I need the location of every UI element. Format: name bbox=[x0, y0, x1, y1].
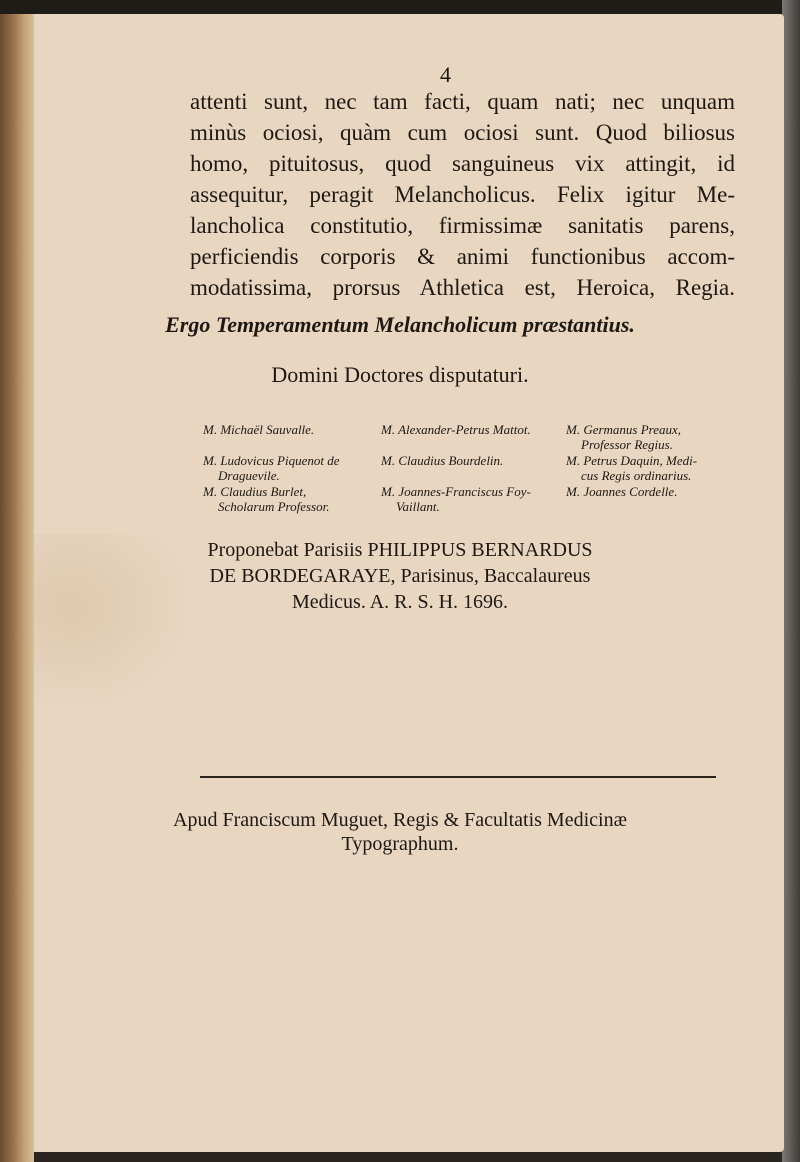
conclusion-heading: Ergo Temperamentum Melancholicum præstantius. bbox=[165, 312, 635, 337]
body-line: perficiendis corporis & animi functionibus accom- bbox=[190, 244, 735, 269]
body-line: modatissima, prorsus Athletica est, Heroica, Regia. bbox=[190, 275, 735, 300]
doctor-entry bbox=[381, 453, 503, 468]
page-number: 4 bbox=[440, 62, 451, 87]
respondent-line: Proponebat Parisiis PHILIPPUS BERNARDUS bbox=[207, 539, 593, 561]
doctor-name: M. Germanus Preaux, bbox=[566, 422, 682, 437]
doctor-entry bbox=[381, 484, 531, 514]
doctor-name: M. Claudius Bourdelin. bbox=[381, 453, 504, 468]
respondent-line: DE BORDEGARAYE, Parisinus, Baccalaureus bbox=[209, 565, 591, 587]
doctor-name: M. Alexander-Petrus Mattot. bbox=[381, 422, 531, 437]
doctor-title: Draguevile. bbox=[218, 468, 280, 483]
doctor-title: Professor Regius. bbox=[581, 437, 673, 452]
printer-imprint bbox=[0, 808, 800, 856]
doctor-entry bbox=[203, 422, 314, 437]
doctor-name: M. Michaël Sauvalle. bbox=[203, 422, 315, 437]
body-line: lancholica constitutio, firmissimæ sanitatis parens, bbox=[190, 213, 735, 238]
doctor-name: M. Ludovicus Piquenot de bbox=[203, 453, 340, 468]
doctor-entry bbox=[566, 422, 681, 452]
respondent-block bbox=[0, 537, 800, 615]
doctor-name: M. Joannes-Franciscus Foy- bbox=[381, 484, 531, 499]
doctor-entry bbox=[381, 422, 531, 437]
doctor-title: Vaillant. bbox=[396, 499, 440, 514]
body-paragraph bbox=[190, 86, 735, 303]
body-line: minùs ociosi, quàm cum ociosi sunt. Quod biliosus bbox=[190, 120, 735, 145]
imprint-line: Apud Franciscum Muguet, Regis & Facultatis Medicinæ bbox=[173, 809, 627, 831]
doctor-entry bbox=[203, 484, 329, 514]
doctors-heading: Domini Doctores disputaturi. bbox=[271, 362, 529, 387]
respondent-line: Medicus. A. R. S. H. 1696. bbox=[291, 591, 509, 613]
divider-rule bbox=[200, 776, 716, 778]
doctor-name: M. Joannes Cordelle. bbox=[566, 484, 678, 499]
doctor-title: Scholarum Professor. bbox=[218, 499, 330, 514]
doctor-title: cus Regis ordinarius. bbox=[581, 468, 692, 483]
doctor-entry bbox=[203, 453, 339, 483]
body-line: homo, pituitosus, quod sanguineus vix attingit, id bbox=[190, 151, 735, 176]
doctor-entry bbox=[566, 484, 677, 499]
imprint-line: Typographum. bbox=[341, 833, 459, 855]
doctor-name: M. Petrus Daquin, Medi- bbox=[566, 453, 698, 468]
body-line: assequitur, peragit Melancholicus. Felix igitur Me- bbox=[190, 182, 735, 207]
body-line: attenti sunt, nec tam facti, quam nati; nec unquam bbox=[190, 89, 735, 114]
doctor-entry bbox=[566, 453, 697, 483]
doctor-name: M. Claudius Burlet, bbox=[203, 484, 307, 499]
